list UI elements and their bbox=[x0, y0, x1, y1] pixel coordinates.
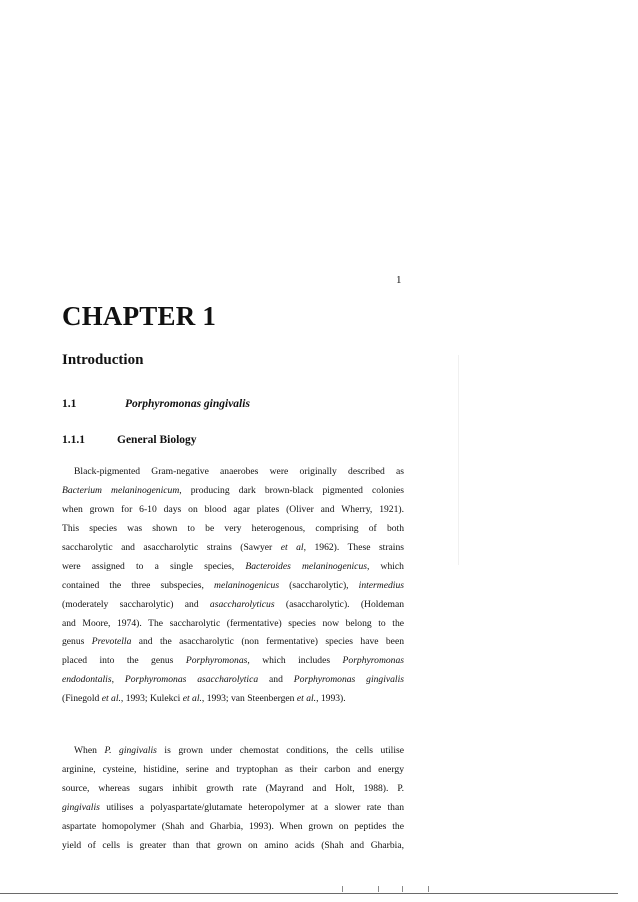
paragraph-line: genus Prevotella and the asaccharolytic (non fermentative) species have been bbox=[62, 636, 404, 648]
introduction-heading: Introduction bbox=[62, 352, 144, 368]
scan-footer-marks bbox=[340, 886, 450, 892]
paragraph-line: (moderately saccharolytic) and asaccharolyticus (asaccharolytic). (Holdeman bbox=[62, 598, 404, 610]
paragraph-line: Black-pigmented Gram-negative anaerobes were originally described as bbox=[74, 466, 404, 477]
scan-tick bbox=[428, 886, 429, 892]
paragraph-line: gingivalis utilises a polyaspartate/glutamate heteropolymer at a slower rate than bbox=[62, 801, 404, 813]
paragraph-line: saccharolytic and asaccharolytic strains (Sawyer et al, 1962). These strains bbox=[62, 541, 404, 553]
paragraph-line: placed into the genus Porphyromonas, which includes Porphyromonas bbox=[62, 655, 404, 667]
paragraph-line: yield of cells is greater than that grown on amino acids (Shah and Gharbia, bbox=[62, 839, 404, 851]
paragraph-line: aspartate homopolymer (Shah and Gharbia, 1993). When grown on peptides the bbox=[62, 820, 404, 832]
scan-tick bbox=[378, 886, 379, 892]
section-1-1-heading bbox=[62, 398, 250, 410]
scan-tick bbox=[402, 886, 403, 892]
scan-margin-shadow bbox=[458, 355, 459, 565]
chapter-title: CHAPTER 1 bbox=[62, 301, 217, 331]
paragraph-line: When P. gingivalis is grown under chemostat conditions, the cells utilise bbox=[74, 745, 404, 756]
section-1-1-1-number: 1.1.1 bbox=[62, 434, 85, 446]
paragraph-line: when grown for 6-10 days on blood agar plates (Oliver and Wherry, 1921). bbox=[62, 503, 404, 515]
section-1-1-1-title: General Biology bbox=[117, 434, 197, 446]
paragraph-line: arginine, cysteine, histidine, serine and tryptophan as their carbon and energy bbox=[62, 763, 404, 775]
paragraph-chemostat bbox=[62, 742, 404, 856]
section-1-1-1-heading bbox=[62, 434, 197, 446]
paragraph-line: contained the three subspecies, melaninogenicus (saccharolytic), intermedius bbox=[62, 579, 404, 591]
section-1-1-number: 1.1 bbox=[62, 398, 77, 410]
paragraph-line: were assigned to a single species, Bacteroides melaninogenicus, which bbox=[62, 560, 404, 572]
paragraph-general-biology bbox=[62, 463, 404, 709]
page-number: 1 bbox=[396, 274, 402, 286]
paragraph-line: (Finegold et al., 1993; Kulekci et al., 1993; van Steenbergen et al., 1993). bbox=[62, 693, 346, 705]
paragraph-line: and Moore, 1974). The saccharolytic (fermentative) species now belong to the bbox=[62, 617, 404, 629]
page-bottom-rule bbox=[0, 893, 618, 894]
section-1-1-title: Porphyromonas gingivalis bbox=[125, 398, 250, 410]
paragraph-line: source, whereas sugars inhibit growth rate (Mayrand and Holt, 1988). P. bbox=[62, 782, 404, 794]
scan-tick bbox=[342, 886, 343, 892]
paragraph-line: This species was shown to be very heterogenous, comprising of both bbox=[62, 522, 404, 534]
paragraph-line: Bacterium melaninogenicum, producing dark brown-black pigmented colonies bbox=[62, 484, 404, 496]
paragraph-line: endodontalis, Porphyromonas asaccharolytica and Porphyromonas gingivalis bbox=[62, 674, 404, 686]
